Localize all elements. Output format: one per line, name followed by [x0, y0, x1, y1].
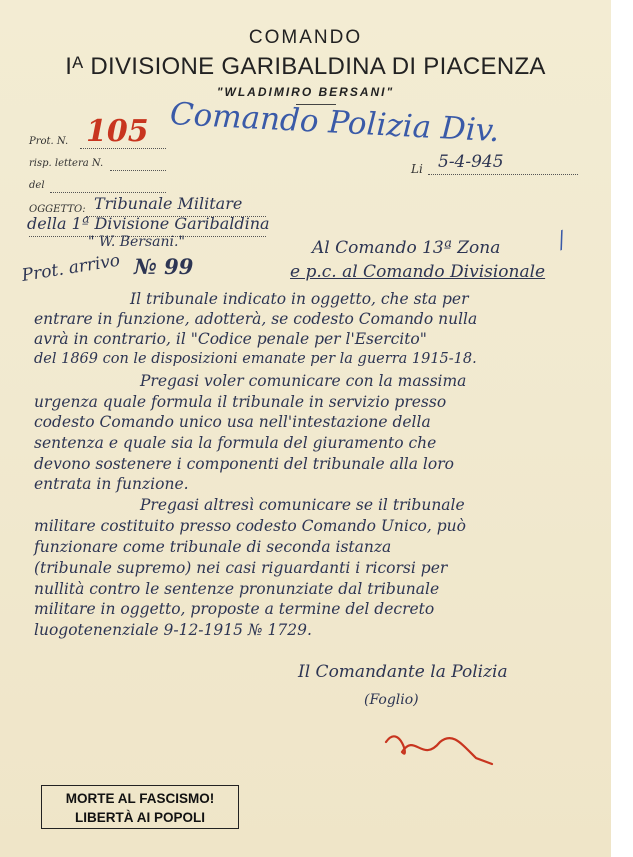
- body-line-7: codesto Comando unico usa nell'intestazione della: [34, 413, 431, 431]
- letterhead-division: [0, 53, 611, 81]
- prot-arrivo-label: Prot. arrivo: [20, 250, 122, 286]
- del-dots: [50, 192, 166, 193]
- prot-number: 105: [86, 114, 149, 149]
- oggetto-line-3: " W. Bersani.": [88, 234, 185, 250]
- addressee-line-1: Al Comando 13ª Zona: [312, 238, 501, 258]
- division-name: DIVISIONE GARIBALDINA DI PIACENZA: [90, 53, 546, 80]
- stamp-line-1: MORTE AL FASCISMO!: [65, 791, 215, 806]
- prot-arrivo-number: № 99: [134, 254, 194, 279]
- antifascist-stamp: [41, 785, 239, 829]
- stamp-line-2: LIBERTÀ AI POPOLI: [74, 810, 205, 825]
- body-line-8: sentenza e quale sia la formula del giuramento che: [34, 434, 437, 452]
- signature-name: (Foglio): [364, 692, 419, 708]
- body-line-2: entrare in funzione, adotterà, se codesto Comando nulla: [34, 310, 478, 328]
- body-line-6: urgenza quale formula il tribunale in servizio presso: [34, 393, 447, 411]
- body-line-4: del 1869 con le disposizioni emanate per la guerra 1915-18.: [34, 351, 477, 367]
- letterhead-named-after: "WLADIMIRO BERSANI": [216, 85, 395, 99]
- header-note: Comando Polizia Div.: [169, 96, 501, 150]
- addressee-line-2: e p.c. al Comando Divisionale: [290, 262, 546, 282]
- oggetto-label: OGGETTO:: [29, 204, 86, 215]
- reply-label: risp. lettera N.: [29, 158, 104, 169]
- body-line-9: devono sostenere i componenti del tribunale alla loro: [34, 455, 454, 473]
- body-line-17: luogotenenziale 9-12-1915 № 1729.: [34, 621, 312, 639]
- body-line-3: avrà in contrario, il "Codice penale per l'Esercito": [34, 330, 427, 348]
- body-line-11: Pregasi altresì comunicare se il tribunale: [140, 496, 465, 514]
- body-line-12: militare costituito presso codesto Comando Unico, può: [34, 517, 466, 535]
- red-signature-mark: [380, 712, 500, 772]
- letter-date: 5-4-945: [438, 152, 504, 172]
- body-line-15: nullità contro le sentenze pronunziate dal tribunale: [34, 580, 440, 598]
- del-label: del: [29, 180, 45, 191]
- division-ordinal: Iᴬ: [65, 53, 84, 80]
- oggetto-line-2: della 1ª Divisione Garibaldina: [27, 214, 270, 233]
- body-line-10: entrata in funzione.: [34, 475, 189, 493]
- body-line-16: militare in oggetto, proposte a termine del decreto: [34, 600, 435, 618]
- prot-label: Prot. N.: [29, 136, 69, 147]
- reply-dots: [110, 170, 166, 171]
- body-line-5: Pregasi voler comunicare con la massima: [140, 372, 467, 390]
- body-line-13: funzionare come tribunale di seconda istanza: [34, 538, 392, 556]
- letterhead-command: COMANDO: [248, 27, 363, 48]
- blue-check-mark: /: [553, 227, 571, 254]
- li-label: Li: [411, 162, 423, 176]
- body-line-14: (tribunale supremo) nei casi riguardanti i ricorsi per: [34, 559, 448, 577]
- li-dots: [428, 174, 578, 175]
- signature-title: Il Comandante la Polizia: [298, 662, 508, 682]
- body-line-1: Il tribunale indicato in oggetto, che sta per: [130, 290, 469, 308]
- page-edge: [611, 0, 633, 857]
- oggetto-line-1: Tribunale Militare: [94, 194, 243, 213]
